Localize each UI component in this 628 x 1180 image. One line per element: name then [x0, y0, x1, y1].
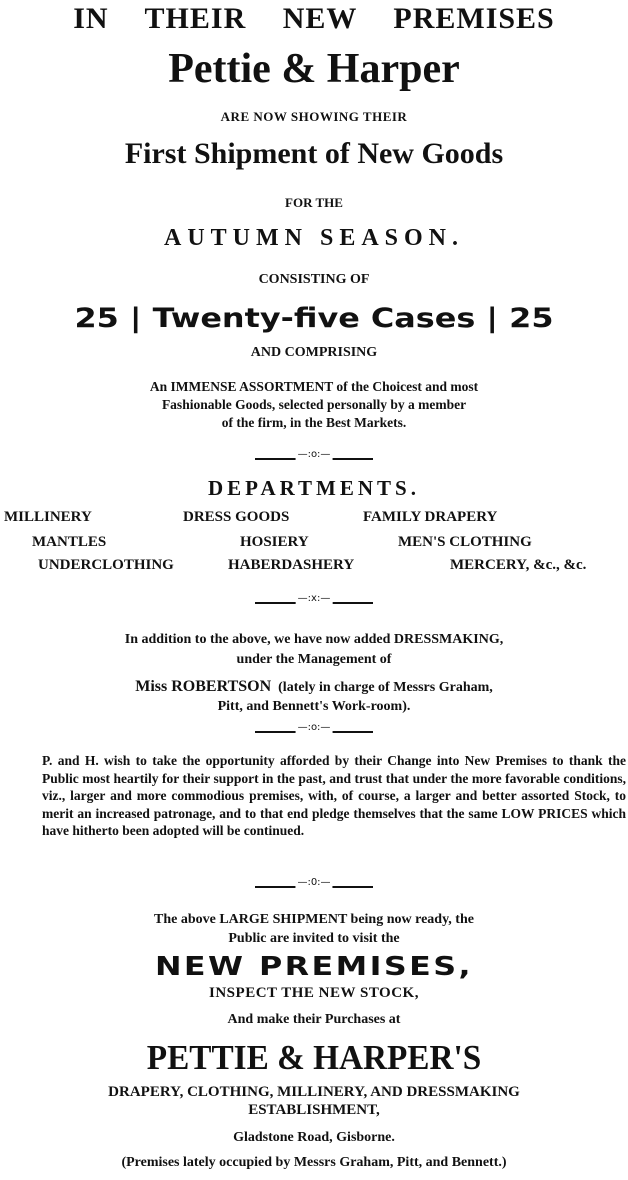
firm-name: Pettie & Harper	[168, 46, 460, 92]
trades-line: DRAPERY, CLOTHING, MILLINERY, AND DRESSMAKING	[108, 1084, 520, 1100]
section-divider	[255, 449, 373, 466]
department-item: UNDERCLOTHING	[38, 557, 174, 573]
departments-row	[0, 509, 628, 529]
showing-text: ARE NOW SHOWING THEIR	[220, 109, 408, 124]
ready-line: The above LARGE SHIPMENT being now ready, the	[154, 912, 474, 927]
department-item: MANTLES	[32, 534, 107, 550]
shipment-ready-notice	[0, 910, 628, 948]
robertson-name: Miss ROBERTSON	[135, 678, 272, 695]
dressmaking-notice	[0, 630, 628, 670]
divider-mark: —:o:—	[297, 722, 331, 733]
purchases-text: And make their Purchases at	[227, 1012, 401, 1027]
inspect-text: INSPECT THE NEW STOCK,	[209, 985, 419, 1001]
department-item: MERCERY, &c., &c.	[450, 557, 587, 573]
address: Gladstone Road, Gisborne.	[233, 1130, 395, 1145]
firm-name-possessive: PETTIE & HARPER'S	[146, 1038, 482, 1077]
department-item: HABERDASHERY	[228, 557, 355, 573]
section-divider	[255, 877, 373, 894]
department-item: FAMILY DRAPERY	[363, 509, 498, 525]
ready-line: Public are invited to visit the	[228, 931, 400, 946]
divider-mark: —:x:—	[297, 593, 331, 604]
assortment-line: An IMMENSE ASSORTMENT of the Choicest and most	[149, 379, 479, 394]
thanks-paragraph: P. and H. wish to take the opportunity afforded by their Change into New Premises to thank the Public most heartily for their support in the past, and trust that under the more favorable conditions, viz., larger and more commodious premises, with, of course, a larger and better assorted Stock, to merit an increased patronage, and to that end pledge themselves that the same LOW PRICES which have hitherto been adopted will be continued.	[42, 753, 626, 838]
trades-line: ESTABLISHMENT,	[248, 1102, 380, 1118]
department-item: MEN'S CLOTHING	[398, 534, 532, 550]
new-premises-banner: NEW PREMISES,	[154, 952, 474, 982]
dressmaking-line: In addition to the above, we have now added DRESSMAKING,	[124, 632, 504, 647]
assortment-block	[0, 378, 628, 432]
section-divider	[255, 722, 373, 739]
comprising-text: AND COMPRISING	[250, 345, 378, 360]
divider-mark: —:0:—	[297, 877, 331, 888]
headline: IN THEIR NEW PREMISES	[73, 2, 555, 35]
section-divider	[255, 593, 373, 610]
trades-block	[0, 1083, 628, 1119]
premises-note: (Premises lately occupied by Messrs Graham, Pitt, and Bennett.)	[121, 1155, 507, 1170]
dressmaking-line: under the Management of	[236, 652, 392, 667]
divider-mark: —:o:—	[297, 449, 331, 460]
cases-banner: 25 | Twenty-five Cases | 25	[74, 303, 554, 334]
department-item: DRESS GOODS	[183, 509, 290, 525]
department-item: HOSIERY	[240, 534, 309, 550]
robertson-notice	[0, 677, 628, 716]
robertson-line	[0, 677, 628, 697]
departments-heading: DEPARTMENTS.	[208, 476, 420, 500]
robertson-detail: (lately in charge of Messrs Graham,	[278, 680, 493, 695]
assortment-line: of the firm, in the Best Markets.	[221, 415, 407, 430]
consisting-text: CONSISTING OF	[258, 272, 370, 287]
departments-row	[0, 557, 628, 577]
for-the-text: FOR THE	[285, 195, 343, 210]
season-heading: AUTUMN SEASON.	[163, 225, 465, 251]
shipment-heading: First Shipment of New Goods	[124, 137, 504, 170]
departments-row	[0, 534, 628, 554]
assortment-line: Fashionable Goods, selected personally by a member	[161, 397, 467, 412]
robertson-line: Pitt, and Bennett's Work-room).	[217, 699, 411, 714]
department-item: MILLINERY	[4, 509, 92, 525]
